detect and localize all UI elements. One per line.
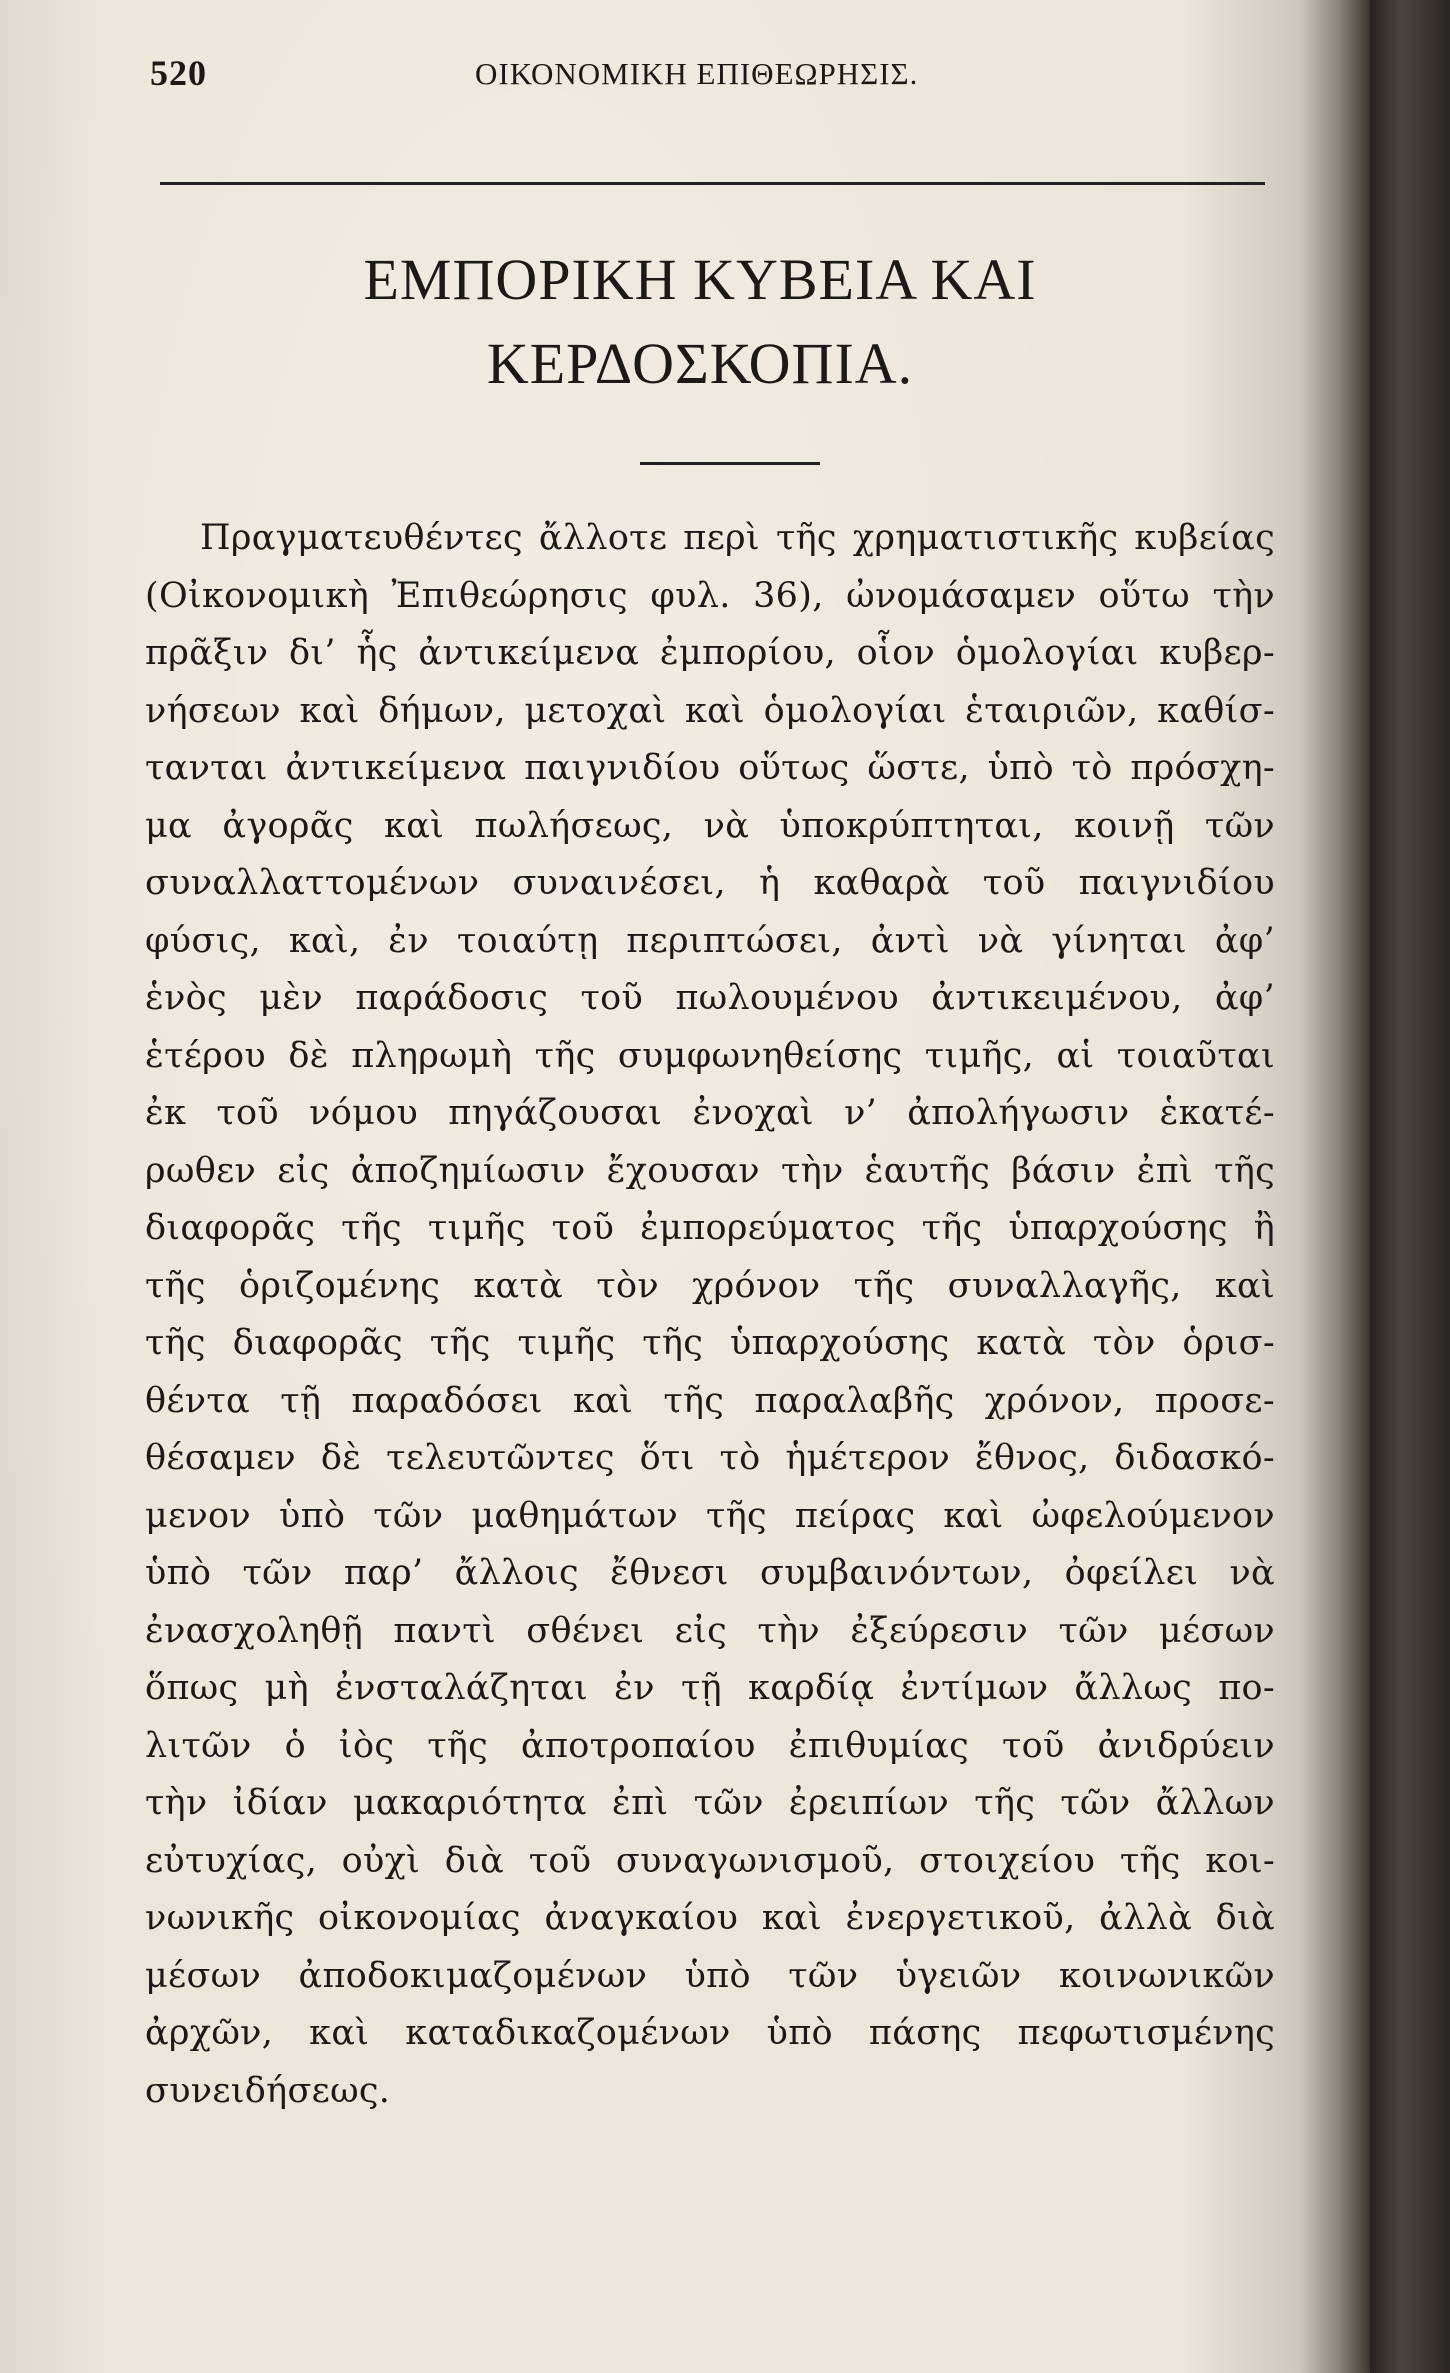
- body-line: συναλλαττομένων συναινέσει, ἡ καθαρὰ τοῦ παιγνιδίου: [145, 863, 1275, 903]
- page-gutter-shadow: [1300, 0, 1370, 2373]
- article-title: [200, 238, 1200, 406]
- body-line: φύσις, καὶ, ἐν τοιαύτῃ περιπτώσει, ἀντὶ νὰ γίνηται ἀφ’: [145, 920, 1275, 961]
- body-line: μα ἀγορᾶς καὶ πωλήσεως, νὰ ὑποκρύπτηται, κοινῇ τῶν: [145, 805, 1275, 846]
- body-line: συνειδήσεως.: [145, 2070, 391, 2111]
- body-line: εὐτυχίας, οὐχὶ διὰ τοῦ συναγωνισμοῦ, στοιχείου τῆς κοι-: [145, 1840, 1275, 1881]
- body-line: θέντα τῇ παραδόσει καὶ τῆς παραλαβῆς χρόνον, προσε-: [145, 1380, 1275, 1421]
- article-body: [145, 510, 1275, 2120]
- body-line: νήσεων καὶ δήμων, μετοχαὶ καὶ ὁμολογίαι ἑταιριῶν, καθίσ-: [145, 690, 1275, 731]
- page-number: 520: [150, 53, 207, 93]
- body-line: τῆς διαφορᾶς τῆς τιμῆς τῆς ὑπαρχούσης κατὰ τὸν ὁρισ-: [145, 1323, 1275, 1363]
- body-line: νωνικῆς οἰκονομίας ἀναγκαίου καὶ ἐνεργετικοῦ, ἀλλὰ διὰ: [145, 1898, 1275, 1938]
- body-line: ὅπως μὴ ἐνσταλάζηται ἐν τῇ καρδίᾳ ἐντίμων ἄλλως πο-: [145, 1668, 1275, 1708]
- body-line: ἑνὸς μὲν παράδοσις τοῦ πωλουμένου ἀντικειμένου, ἀφ’: [145, 978, 1275, 1018]
- article-title-line: ΕΜΠΟΡΙΚΗ ΚΥΒΕΙΑ ΚΑΙ: [363, 247, 1037, 312]
- body-line: ρωθεν εἰς ἀποζημίωσιν ἔχουσαν τὴν ἑαυτῆς βάσιν ἐπὶ τῆς: [145, 1150, 1275, 1191]
- body-line: μενον ὑπὸ τῶν μαθημάτων τῆς πείρας καὶ ὠφελούμενον: [145, 1495, 1275, 1536]
- body-line: ἀρχῶν, καὶ καταδικαζομένων ὑπὸ πάσης πεφωτισμένης: [145, 2013, 1275, 2053]
- header-rule: [160, 182, 1265, 185]
- title-rule: [640, 462, 820, 465]
- body-line: μέσων ἀποδοκιμαζομένων ὑπὸ τῶν ὑγειῶν κοινωνικῶν: [145, 1955, 1275, 1996]
- body-line: ἐνασχοληθῇ παντὶ σθένει εἰς τὴν ἐξεύρεσιν τῶν μέσων: [145, 1610, 1275, 1651]
- body-line: τῆς ὁριζομένης κατὰ τὸν χρόνον τῆς συναλλαγῆς, καὶ: [145, 1265, 1275, 1306]
- body-line: τανται ἀντικείμενα παιγνιδίου οὕτως ὥστε, ὑπὸ τὸ πρόσχη-: [145, 748, 1275, 788]
- body-line: λιτῶν ὁ ἰὸς τῆς ἀποτροπαίου ἐπιθυμίας τοῦ ἀνιδρύειν: [145, 1725, 1275, 1766]
- body-line: ὑπὸ τῶν παρ’ ἄλλοις ἔθνεσι συμβαινόντων, ὀφείλει νὰ: [145, 1553, 1275, 1593]
- book-spine: [1370, 0, 1450, 2373]
- journal-title: ΟΙΚΟΝΟΜΙΚΗ ΕΠΙΘΕΩΡΗΣΙΣ.: [475, 56, 919, 91]
- body-line: ἑτέρου δὲ πληρωμὴ τῆς συμφωνηθείσης τιμῆς, αἱ τοιαῦται: [145, 1035, 1275, 1076]
- article-title-line: ΚΕΡΔΟΣΚΟΠΙΑ.: [486, 331, 914, 396]
- body-line: πρᾶξιν δι’ ἧς ἀντικείμενα ἐμπορίου, οἷον ὁμολογίαι κυβερ-: [145, 633, 1275, 673]
- body-line: διαφορᾶς τῆς τιμῆς τοῦ ἐμπορεύματος τῆς ὑπαρχούσης ἢ: [145, 1208, 1275, 1248]
- body-line: Πραγματευθέντες ἄλλοτε περὶ τῆς χρηματιστικῆς κυβείας: [200, 518, 1275, 558]
- body-line: (Οἰκονομικὴ Ἐπιθεώρησις φυλ. 36), ὠνομάσαμεν οὕτω τὴν: [145, 575, 1275, 616]
- body-line: τὴν ἰδίαν μακαριότητα ἐπὶ τῶν ἐρειπίων τῆς τῶν ἄλλων: [145, 1783, 1275, 1823]
- body-line: θέσαμεν δὲ τελευτῶντες ὅτι τὸ ἡμέτερον ἔθνος, διδασκό-: [145, 1438, 1275, 1478]
- body-line: ἐκ τοῦ νόμου πηγάζουσαι ἐνοχαὶ ν’ ἀπολήγωσιν ἑκατέ-: [145, 1093, 1275, 1133]
- running-header: [150, 52, 1270, 102]
